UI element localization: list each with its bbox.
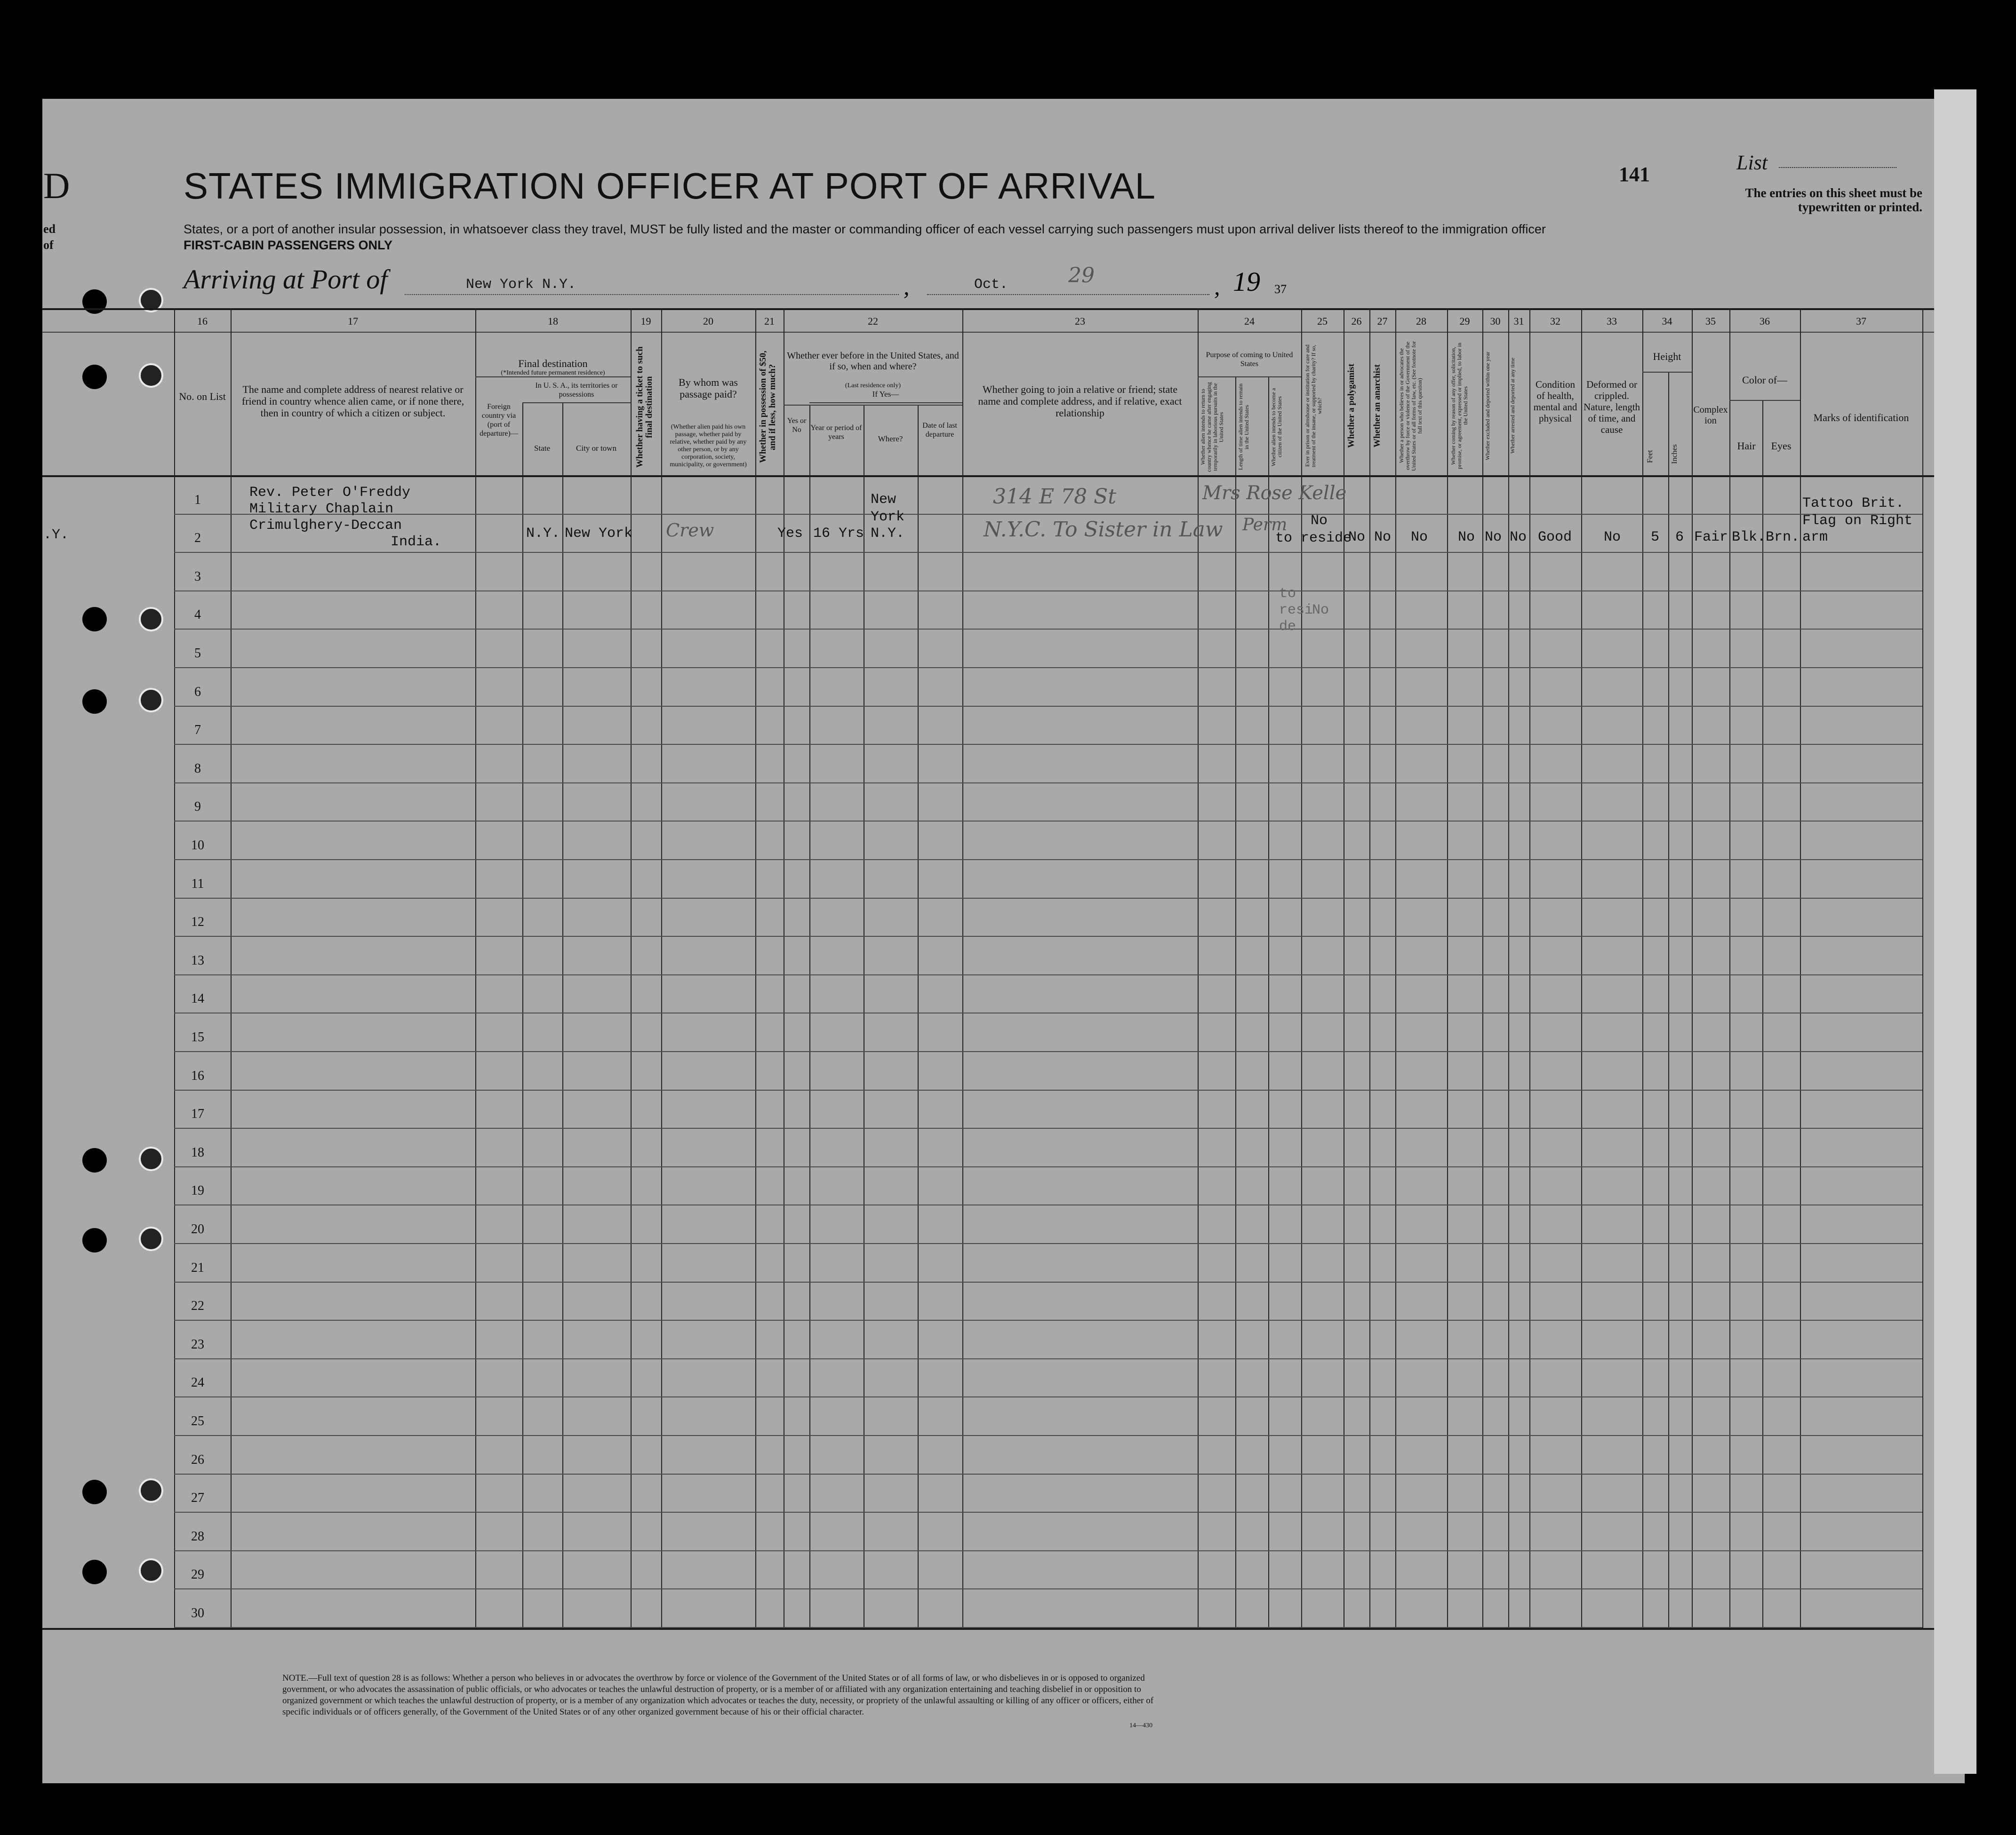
eyes-value: Brn. [1766,529,1800,545]
header-money: Whether in possession of $50, and if less, how much? [758,351,777,463]
col-number: 31 [1513,315,1524,327]
col-number: 23 [1075,315,1085,327]
header-polygamist: Whether a polygamist [1346,363,1356,448]
column-number-divider [42,332,1934,333]
col-divider [1922,308,1923,1628]
row-line [174,744,1922,745]
subheader-line [522,402,631,403]
row-number: 1 [194,493,201,507]
hair-value: Blk. [1732,529,1766,545]
row-line [174,1550,1922,1551]
header-deformed: Deformed or crippled. Nature, length of time, and cause [1583,379,1640,435]
destination-city: New York [565,526,633,542]
health-value: Good [1538,529,1572,545]
header-purpose: Purpose of coming to United States [1206,351,1293,368]
col-divider [1235,376,1236,1628]
port-value: New York N.Y. [466,277,576,293]
row-number: 10 [191,838,204,853]
left-page-fragment-entry: .Y. [43,527,69,543]
header-city: City or town [576,444,616,453]
header-complexion: Complexion [1693,405,1728,426]
col-divider [1447,308,1448,1628]
row-number: 7 [194,723,201,737]
prison-value: No [1348,529,1366,545]
row-line [174,1282,1922,1283]
row-number: 8 [194,761,201,776]
sheet-edge [1934,89,1976,1774]
row-line [174,1474,1922,1475]
header-yes-no: Yes or No [787,417,807,434]
col-divider [1395,308,1396,1628]
col-divider [475,308,476,1628]
overflow-text: resi [1279,602,1313,618]
complexion-value: Fair [1694,529,1728,545]
col-divider [1692,308,1693,1628]
row-number: 26 [191,1452,204,1467]
header-final-destination: Final destination [518,358,588,369]
punch-hole [82,289,107,314]
subheader-line [784,405,962,406]
year-suffix: 37 [1274,282,1287,296]
row-number: 29 [191,1567,204,1582]
row-line [174,974,1922,975]
overflow-text: No [1312,602,1329,618]
header-marks: Marks of identification [1813,412,1909,423]
header-purpose-c: Whether alien intends to become a citizen of the United States [1270,388,1283,466]
header-in-usa: In U. S. A., its territories or possessions [535,382,618,399]
day-value: 29 [1068,263,1095,287]
overthrow-value: No [1458,529,1475,545]
header-ticket: Whether having a ticket to such final destination [635,346,654,468]
row-line [174,821,1922,822]
row-line [174,1588,1922,1589]
punch-hole [139,1227,163,1251]
year-prefix: 19 [1233,266,1260,297]
col-number: 28 [1416,315,1426,327]
col-number: 34 [1662,315,1672,327]
header-last-residence: (Last residence only) [845,382,901,389]
col-number: 30 [1490,315,1501,327]
row-line [174,1051,1922,1052]
punch-hole [82,1228,107,1253]
col-number: 19 [640,315,651,327]
citizen-value: No [1311,513,1328,529]
row-number: 16 [191,1069,204,1083]
destination-state: N.Y. [526,526,560,542]
marks-line3: arm [1802,529,1828,545]
overflow-text: de [1279,619,1296,635]
form-number: 14—430 [1129,1722,1152,1729]
col-number: 37 [1856,315,1866,327]
inches-value: 6 [1675,529,1684,545]
header-foreign-country: Foreign country via (port of departure)— [480,403,518,438]
row-number: 15 [191,1030,204,1045]
punch-hole [82,1480,107,1504]
where-line3: N.Y. [871,526,905,542]
intro-text: States, or a port of another insular possession, in whatsoever class they travel, MUST be fully listed and the master or commanding officer of each vessel carrying such passengers must upon arrival deliver lists thereof to the immigration officer FIRST-CABIN PASSENGERS ONLY [184,222,1546,252]
col-divider [918,405,919,1628]
header-period: Year or period of years [810,424,862,441]
col-divider [1668,372,1669,1628]
header-eyes: Eyes [1771,440,1792,452]
row-number: 4 [194,607,201,622]
typewritten-note: The entries on this sheet must be typewritten or printed. [1745,186,1922,214]
header-feet: Feet [1646,450,1654,463]
punch-hole [139,1478,163,1503]
header-state: State [534,444,550,453]
col-divider [174,308,175,1628]
row-number: 17 [191,1107,204,1121]
join-address: 314 E 78 St [993,485,1116,509]
left-page-fragment: D [43,165,70,206]
before-in-us-value: Yes [777,526,803,542]
subheader-line [1642,372,1692,373]
port-line [405,294,899,295]
col-number: 26 [1351,315,1362,327]
punch-hole [139,1558,163,1583]
row-line [174,1396,1922,1397]
row-number: 22 [191,1299,204,1313]
header-health: Condition of health, mental and physical [1533,379,1577,424]
polygamist-value: No [1374,529,1392,545]
col-divider [631,308,632,1628]
col-number: 17 [348,315,358,327]
row-number: 11 [191,877,204,891]
list-label: List [1736,151,1768,174]
row-line [174,782,1922,783]
where-line2: York [871,509,905,525]
col-divider [1482,308,1483,1628]
header-final-destination-note: (*Intended future permanent residence) [501,369,605,376]
header-purpose-b: Length of time alien intends to remain in the United States [1237,383,1250,471]
row-line [174,1090,1922,1091]
row-line [174,514,1922,515]
relative-name: Rev. Peter O'Freddy [249,485,411,501]
header-purpose-a: Whether alien intends to return to country whence he came after engaging temporarily in laborious pursuits in the United States [1200,382,1224,472]
period-value: 16 Yrs [813,526,864,542]
header-anarchist: Whether an anarchist [1372,364,1382,447]
header-height: Height [1653,351,1681,362]
col-divider [1508,308,1509,1628]
row-line [174,1320,1922,1321]
header-if-yes: If Yes— [872,390,899,399]
feet-value: 5 [1651,529,1660,545]
row-number: 12 [191,915,204,929]
row-line [174,590,1922,591]
header-join-relative: Whether going to join a relative or friend; state name and complete address, and if relative, exact relationship [978,383,1182,419]
header-color: Color of— [1742,374,1787,386]
row-line [174,1435,1922,1436]
subheader-line [809,402,962,403]
row-number: 28 [191,1529,204,1544]
row-line [174,936,1922,937]
table-top-border [42,308,1934,310]
header-offer: Whether coming by reason of any offer, solicitation, promise, or agreement, expressed or implied, to labor in the United States [1450,343,1469,469]
row-line [174,1512,1922,1513]
punch-hole [139,1147,163,1171]
offer-value: No [1485,529,1502,545]
subheader-line [1198,376,1301,377]
left-page-fragment-text: ed of [43,222,56,252]
col-divider [1301,308,1302,1628]
punch-hole [82,1560,107,1584]
col-divider [1642,308,1643,1628]
header-where: Where? [878,434,903,443]
col-number: 20 [703,315,713,327]
header-date-departure: Date of last departure [922,422,957,439]
anarchist-value: No [1411,529,1428,545]
punch-hole [82,607,107,631]
col-divider [1729,308,1730,1628]
row-number: 14 [191,991,204,1006]
col-divider [1369,308,1370,1628]
col-number: 36 [1760,315,1770,327]
header-overthrow: Whether a person who believes in or advocates the overthrow by force or violence of the Government of the United States or of all forms of law, etc. (See footnote for full text of this question) [1398,341,1423,471]
header-passage-paid-note: (Whether alien paid his own passage, whether paid by relative, whether paid by any other person, or by any corporation, society, municipality, or government) [670,423,747,468]
row-line [174,667,1922,668]
punch-hole [82,689,107,714]
col-number: 29 [1459,315,1470,327]
col-divider [755,308,756,1628]
row-line [174,1358,1922,1359]
row-number: 6 [194,685,201,699]
row-line [174,1627,1922,1628]
header-arrested: Whether arrested and deported at any time [1509,358,1516,454]
header-inches: Inches [1671,444,1679,464]
subheader-line [1729,400,1800,401]
col-divider [1800,308,1801,1628]
col-number: 24 [1244,315,1255,327]
punch-hole [82,365,107,389]
passage-paid-value: Crew [666,520,714,541]
punch-hole [139,363,163,388]
row-number: 25 [191,1414,204,1428]
comma: , [1214,273,1220,300]
header-prison: Ever in prison or almshouse or institution for care and treatment of the insane, or supported by charity? If so, which? [1304,344,1323,467]
col-number: 21 [764,315,775,327]
col-divider [522,402,523,1628]
col-number: 22 [868,315,878,327]
col-number: 33 [1607,315,1617,327]
row-line [174,552,1922,553]
col-divider [562,402,563,1628]
col-divider [1268,376,1269,1628]
row-line [174,706,1922,707]
row-line [174,1128,1922,1129]
month-value: Oct. [974,277,1008,293]
purpose-typed: to reside [1275,530,1352,546]
row-number: 5 [194,646,201,661]
comma: , [904,273,910,300]
row-line [174,898,1922,899]
col-number: 25 [1317,315,1328,327]
overflow-text: to [1279,586,1296,602]
row-line [174,629,1922,630]
join-relationship: N.Y.C. To Sister in Law [984,518,1223,542]
row-number: 9 [194,799,201,814]
list-line [1779,167,1896,168]
row-number: 3 [194,569,201,584]
punch-hole [139,688,163,712]
row-number: 21 [191,1261,204,1275]
footnote: NOTE.—Full text of question 28 is as follows: Whether a person who believes in or advocates the overthrow by force or violence of the Government of the United States or of all forms of law, or who disbelieves in or is opposed to organized government, or who advocates the assassination of public officials, or who advocates or teaches the unlawful destruction of property, or is a member of or affiliated with any organization entertaining and teaching disbelief in or opposition to organized government or which teaches the unlawful destruction of property, or is a member of any organization which advocates or teaches the duty, necessity, or propriety of the unlawful assaulting or killing of any officer or officers, either of specific individuals or of officers generally, of the Government of the United States or of any other organized government because of his or their official character. [282,1673,1154,1717]
row-line [174,859,1922,860]
col-number: 32 [1550,315,1560,327]
row-number: 23 [191,1337,204,1352]
punch-hole [139,607,163,631]
marks-line1: Tattoo Brit. [1802,495,1904,511]
relative-country: India. [391,534,442,550]
row-number: 20 [191,1222,204,1237]
col-divider [1762,400,1763,1628]
header-hair: Hair [1737,440,1756,452]
arriving-line: Arriving at Port of [184,264,388,295]
row-number: 19 [191,1183,204,1198]
relative-occupation: Military Chaplain [249,501,394,517]
row-number: 2 [194,531,201,545]
excluded-value: No [1510,529,1527,545]
page-title: STATES IMMIGRATION OFFICER AT PORT OF ARRIVAL [184,165,1156,207]
relative-address: Crimulghery-Deccan [249,518,402,534]
row-number: 18 [191,1145,204,1160]
col-number: 18 [548,315,558,327]
date-line [927,294,1209,295]
row-number: 30 [191,1606,204,1620]
row-line [174,1166,1922,1167]
row-number: 24 [191,1375,204,1390]
col-divider [1198,308,1199,1628]
where-line1: New [871,492,896,508]
row-number: 13 [191,953,204,968]
col-divider [962,308,963,1628]
list-number: 141 [1619,163,1650,186]
punch-hole [82,1148,107,1173]
table-bottom-border [42,1628,1934,1630]
marks-line2: Flag on Right [1802,513,1913,529]
col-number: 27 [1377,315,1388,327]
header-bottom-border [42,475,1934,477]
row-number: 27 [191,1491,204,1505]
col-divider [809,405,810,1628]
col-number: 35 [1705,315,1716,327]
header-passage-paid: By whom was passage paid? [679,376,738,400]
header-before-in-us: Whether ever before in the United States, and if so, when and where? [787,351,959,372]
col-number: 16 [197,315,208,327]
purpose-value: Perm [1242,515,1288,535]
header-excluded: Whether excluded and deported within one year [1484,351,1491,460]
col-divider [661,308,662,1628]
join-name: Mrs Rose Kelle [1202,482,1347,504]
header-no-on-list: No. on List [179,391,226,402]
col-divider [231,308,232,1628]
row-line [174,1243,1922,1244]
col-divider [1581,308,1582,1628]
col-divider [1529,308,1530,1628]
deformed-value: No [1604,529,1621,545]
header-relative: The name and complete address of nearest relative or friend in country whence alien came, or if none there, then in country of which a citizen or subject. [241,383,464,419]
